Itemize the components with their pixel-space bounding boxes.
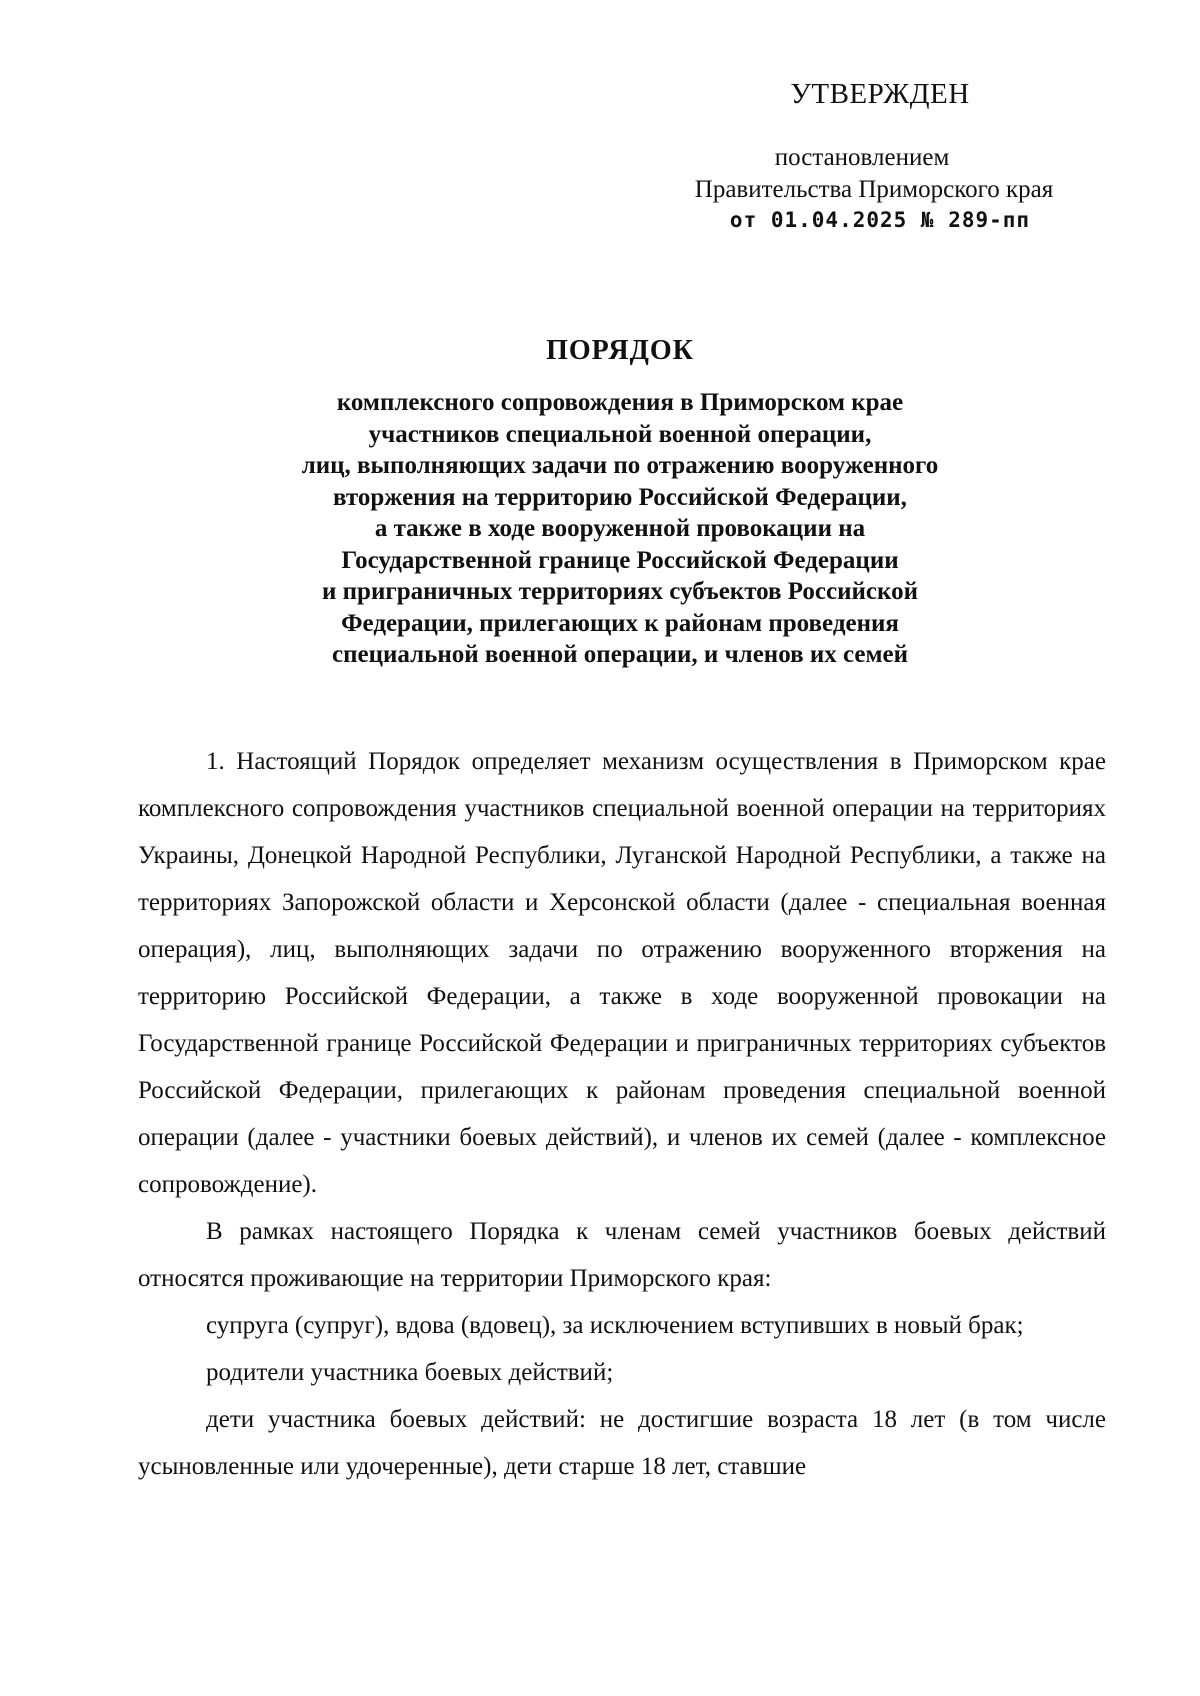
paragraph-parents: родители участника боевых действий; [206, 1359, 614, 1386]
document-title: ПОРЯДОК [546, 335, 694, 366]
paragraph-family-members: В рамках настоящего Порядка к членам семей участников боевых действий относятся проживающие на территории Приморского края: [138, 1218, 1106, 1292]
subtitle-line: комплексного сопровождения в Приморском крае [336, 389, 904, 416]
paragraph-spouse: супруга (супруг), вдова (вдовец), за исключением вступивших в новый брак; [206, 1312, 1024, 1339]
approval-by-decree: постановлением [774, 144, 950, 171]
subtitle-line: а также в ходе вооруженной провокации на [374, 515, 866, 542]
subtitle-line: Государственной границе Российской Федерации [341, 546, 899, 574]
paragraph-purpose: 1. Настоящий Порядок определяет механизм осуществления в Приморском крае комплексного сопровождения участников специальной военной операции на территориях Украины, Донецкой Народной Республики, Луганской Народной Республики, а также на территориях Запорожской области и Херсонской области (далее - специальная военная операция), лиц, выполняющих задачи по отражению вооруженного вторжения на территорию Российской Федерации, а также в ходе вооруженной провокации на Государственной границе Российской Федерации и приграничных территориях субъектов Российской Федерации, прилегающих к районам проведения специальной военной операции (далее - участники боевых действий), и членов их семей (далее - комплексное сопровождение). [138, 748, 1106, 1198]
subtitle-line: вторжения на территорию Российской Федерации, [333, 483, 907, 511]
paragraph-children: дети участника боевых действий: не достигшие возраста 18 лет (в том числе усыновленные или удочеренные), дети старше 18 лет, ставшие [138, 1406, 1106, 1480]
document-body [138, 738, 1106, 1490]
decree-number-stamp: от 01.04.2025 № 289-пп [729, 208, 1031, 232]
subtitle-line: специальной военной операции, и членов их семей [331, 641, 909, 668]
subtitle-line: лиц, выполняющих задачи по отражению вооруженного [301, 452, 939, 479]
subtitle-line: Федерации, прилегающих к районам проведения [341, 609, 899, 637]
document-title-block [100, 333, 1140, 671]
approved-heading: УТВЕРЖДЕН [790, 78, 970, 110]
subtitle-line: участников специальной военной операции, [368, 420, 872, 448]
approval-government: Правительства Приморского края [694, 176, 1054, 203]
subtitle-line: и приграничных территориях субъектов Российской [321, 578, 919, 605]
